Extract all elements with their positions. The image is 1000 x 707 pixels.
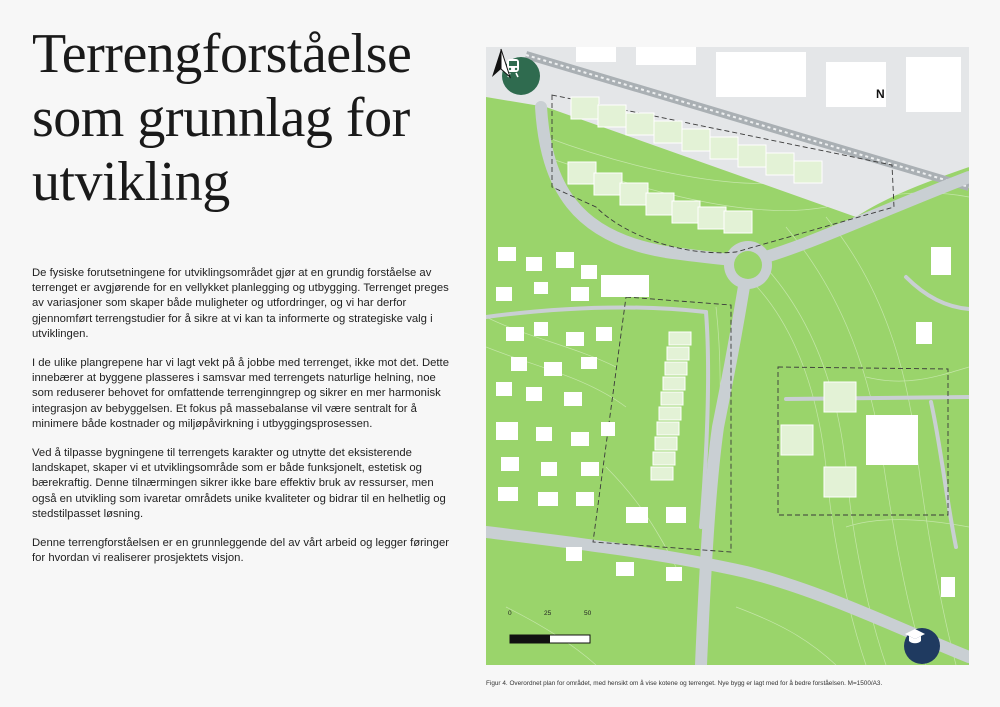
north-arrow-icon	[486, 47, 516, 93]
paragraph: De fysiske forutsetningene for utviklingsområdet gjør at en grundig forståelse av terrenget er avgjørende for en vellykket planlegging og utbygging. Terrenget preges av variasjoner som skaper både muligheter og utfordringer, og vi har derfor gjennomført terrengstudier for å sikre at vi kan ta informerte og strategiske valg i utviklingen.	[32, 267, 449, 340]
scale-label: 0	[508, 610, 512, 617]
roundabout-island	[734, 251, 762, 279]
scale-label: 25	[544, 610, 552, 617]
title-line-2: som grunnlag for	[32, 87, 410, 149]
page-title	[32, 22, 462, 214]
figure-caption: Figur 4. Overordnet plan for området, med hensikt om å vise kotene og terrenget. Nye bygg er lagt med for å bedre forståelsen. M=1500/A3.	[486, 680, 883, 687]
north-label: N	[876, 87, 885, 101]
title-line-3: utvikling	[32, 151, 230, 213]
site-plan-drawing	[486, 47, 969, 665]
paragraph: Denne terrengforståelsen er en grunnleggende del av vårt arbeid og legger føringer for hvordan vi realiserer prosjektets visjon.	[32, 537, 449, 565]
title-line-1: Terrengforståelse	[32, 23, 412, 85]
scale-label: 50	[584, 610, 592, 617]
body-text	[32, 266, 452, 580]
graduation-cap-icon	[904, 628, 926, 646]
site-plan-map	[486, 47, 969, 665]
school-marker	[904, 628, 940, 664]
scale-bar	[510, 635, 590, 643]
existing-large-building	[866, 415, 918, 465]
paragraph: I de ulike plangrepene har vi lagt vekt på å jobbe med terrenget, ikke mot det. Dette innebærer at byggene plasseres i samsvar med terrengets naturlige helning, noe som reduserer behovet for omfattende terrenginngrep og sikrer en mer harmonisk integrasjon av bebyggelsen. Et fokus på massebalanse vil være sentralt for å minimere både kostnader og miljøpåvirkning i utbyggingsprosessen.	[32, 357, 449, 430]
paragraph: Ved å tilpasse bygningene til terrengets karakter og utnytte det eksisterende landskapet, skaper vi et utviklingsområde som er både funksjonelt, estetisk og bærekraftig. Denne tilnærmingen sikrer ikke bare effektiv bruk av ressurser, men også en utvikling som ivaretar områdets unike kvaliteter og bidrar til en helhetlig og stedstilpasset løsning.	[32, 447, 446, 520]
new-buildings-terraced	[651, 332, 691, 480]
